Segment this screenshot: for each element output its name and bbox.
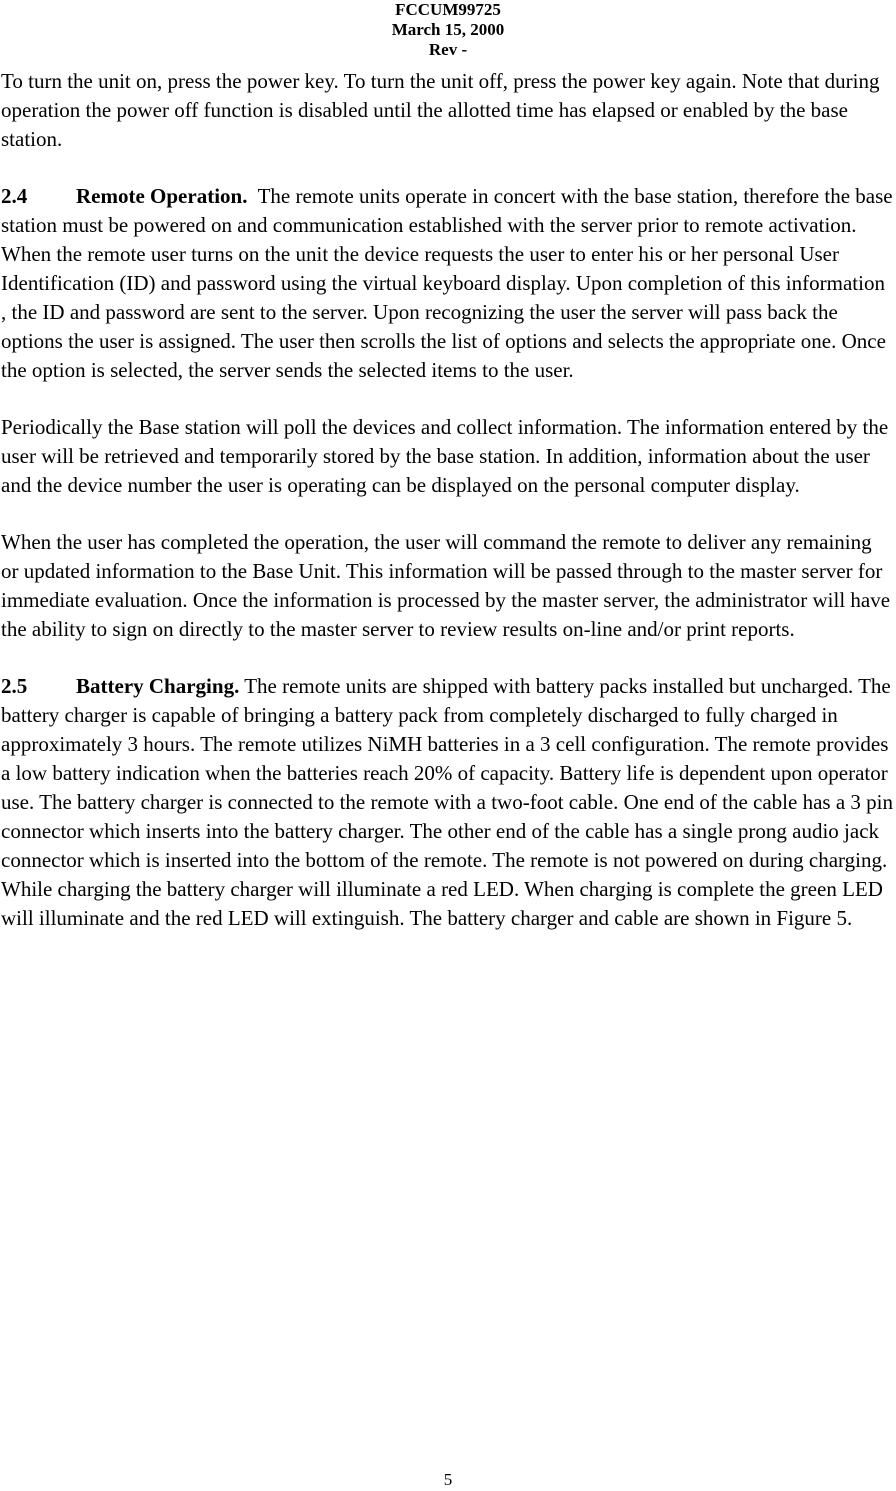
document-id: FCCUM99725	[395, 0, 501, 19]
section-number: 2.5	[1, 674, 28, 698]
intro-paragraph: To turn the unit on, press the power key. To turn the unit off, press the power key again. Note that during operation the power off function is disabled until the allotted time has elapsed or enabled by the base station.	[1, 69, 880, 151]
section-2-4	[1, 182, 893, 385]
section-title: Battery Charging.	[76, 674, 240, 698]
section-text: The remote units operate in concert with the base station, therefore the base station must be powered on and communication established with the server prior to remote activation. When the remote user turns on the unit the device requests the user to enter his or her personal User Identification (ID) and password using the virtual keyboard display. Upon completion of this information , the ID and password are sent to the server. Upon recognizing the user the server will pass back the options the user is assigned. The user then scrolls the list of options and selects the appropriate one. Once the option is selected, the server sends the selected items to the user.	[1, 184, 893, 382]
section-title: Remote Operation.	[76, 184, 248, 208]
completion-paragraph: When the user has completed the operation, the user will command the remote to deliver any remaining or updated information to the Base Unit. This information will be passed through to the master server for immediate evaluation. Once the information is processed by the master server, the administrator will have the ability to sign on directly to the master server to review results on-line and/or print reports.	[1, 530, 891, 641]
page-number: 5	[443, 1470, 453, 1489]
document-date: March 15, 2000	[391, 20, 505, 39]
section-text: The remote units are shipped with battery packs installed but uncharged. The battery charger is capable of bringing a battery pack from completely discharged to fully charged in approximately 3 hours. The remote utilizes NiMH batteries in a 3 cell configuration. The remote provides a low battery indication when the batteries reach 20% of capacity. Battery life is dependent upon operator use. The battery charger is connected to the remote with a two-foot cable. One end of the cable has a 3 pin connector which inserts into the battery charger. The other end of the cable has a single prong audio jack connector which is inserted into the bottom of the remote. The remote is not powered on during charging. While charging the battery charger will illuminate a red LED. When charging is complete the green LED will illuminate and the red LED will extinguish. The battery charger and cable are shown in Figure 5.	[1, 674, 893, 930]
page-header	[0, 0, 896, 60]
polling-paragraph: Periodically the Base station will poll the devices and collect information. The information entered by the user will be retrieved and temporarily stored by the base station. In addition, information about the user and the device number the user is operating can be displayed on the personal computer display.	[1, 415, 889, 497]
document-body	[1, 67, 893, 961]
section-2-5	[1, 672, 893, 933]
document-revision: Rev -	[428, 40, 468, 59]
section-number: 2.4	[1, 184, 28, 208]
